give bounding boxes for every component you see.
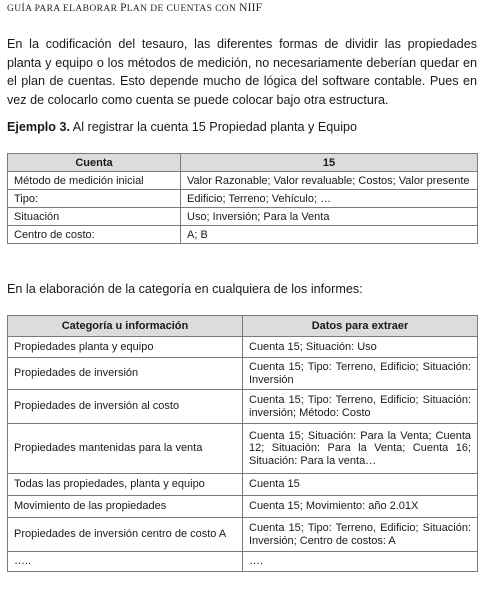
running-head-part: LAN DE CUENTAS CON: [126, 4, 240, 14]
table-cell: ….: [243, 552, 478, 572]
table-cell: Tipo:: [8, 190, 181, 208]
table-cell: …..: [8, 552, 243, 572]
table-cell: Propiedades de inversión al costo: [8, 390, 243, 424]
table-header-cell: Cuenta: [8, 154, 181, 172]
table-cell: Cuenta 15: [243, 474, 478, 496]
table-cell: Movimiento de las propiedades: [8, 496, 243, 518]
table-cell: Edificio; Terreno; Vehículo; …: [181, 190, 478, 208]
running-head-part: P: [120, 2, 127, 14]
body-paragraph: En la codificación del tesauro, las diferentes formas de dividir las propiedades planta y equipo o los métodos de medición, no necesariamente deberían quedar en el plan de cuentas. Esto depende mucho de lógica del software contable. Pues en vez de colocarlo como cuenta se puede colocar bajo otra estructura.: [7, 37, 477, 107]
table-row: [8, 190, 478, 208]
table-header-cell: 15: [181, 154, 478, 172]
table-row: [8, 172, 478, 190]
table-header-row: [8, 316, 478, 337]
table-cell: A; B: [181, 226, 478, 244]
table-row: [8, 496, 478, 518]
table-header-cell: Categoría u información: [8, 316, 243, 337]
table-cell: Centro de costo:: [8, 226, 181, 244]
running-head-part: GUÍA PARA ELABORAR: [7, 4, 121, 14]
table-row: [8, 518, 478, 552]
table-row: [8, 358, 478, 390]
table-cell: Uso; Inversión; Para la Venta: [181, 208, 478, 226]
example-text: Al registrar la cuenta 15 Propiedad planta y Equipo: [70, 120, 358, 134]
table-cell: Cuenta 15; Movimiento: año 2.01X: [243, 496, 478, 518]
table-row: [8, 226, 478, 244]
running-head-part: NIIF: [239, 2, 263, 14]
table-cell: Valor Razonable; Valor revaluable; Costos; Valor presente: [181, 172, 478, 190]
table-cell: Cuenta 15; Tipo: Terreno, Edificio; Situación: Inversión; Centro de costos: A: [243, 518, 478, 552]
table-cell: Todas las propiedades, planta y equipo: [8, 474, 243, 496]
table-row: [8, 337, 478, 358]
table-row: [8, 474, 478, 496]
example-label: Ejemplo 3.: [7, 120, 70, 134]
table-cell: Cuenta 15; Situación: Para la Venta; Cuenta 12; Situación: Para la Venta; Cuenta 16; Situación: Para la venta…: [243, 424, 478, 474]
report-category-table: [7, 315, 478, 572]
table-cell: Propiedades de inversión centro de costo A: [8, 518, 243, 552]
table-header-cell: Datos para extraer: [243, 316, 478, 337]
table-cell: Propiedades de inversión: [8, 358, 243, 390]
table-cell: Situación: [8, 208, 181, 226]
table-row: [8, 552, 478, 572]
account-attributes-table: [7, 153, 478, 244]
table-row: [8, 424, 478, 474]
table-row: [8, 208, 478, 226]
table-header-row: [8, 154, 478, 172]
example-heading: [7, 118, 477, 136]
running-head: [7, 2, 262, 14]
table-row: [8, 390, 478, 424]
table-cell: Cuenta 15; Tipo: Terreno, Edificio; Situación: inversión; Método: Costo: [243, 390, 478, 424]
table-cell: Cuenta 15; Situación: Uso: [243, 337, 478, 358]
section-intro: En la elaboración de la categoría en cualquiera de los informes:: [7, 282, 363, 296]
table-cell: Propiedades planta y equipo: [8, 337, 243, 358]
table-cell: Método de medición inicial: [8, 172, 181, 190]
table-cell: Propiedades mantenidas para la venta: [8, 424, 243, 474]
table-cell: Cuenta 15; Tipo: Terreno, Edificio; Situación: Inversión: [243, 358, 478, 390]
